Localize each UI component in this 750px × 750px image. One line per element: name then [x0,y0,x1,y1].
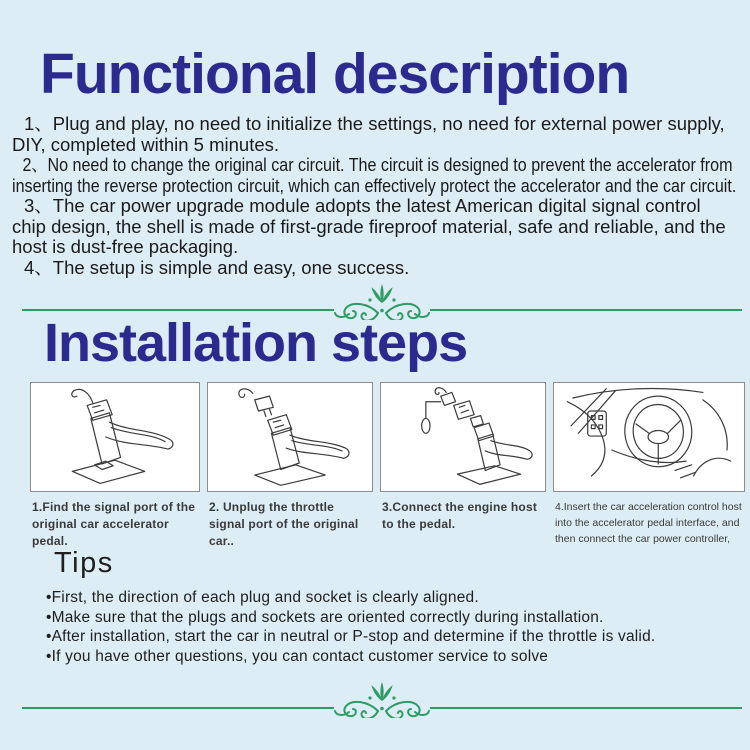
tip-item-3: •After installation, start the car in neutral or P-stop and determine if the throttle is valid. [46,628,656,645]
step-4-caption: 4.Insert the car acceleration control host into the accelerator pedal interface, and then connect the car power controller, [555,501,742,545]
divider-line-right [430,309,742,311]
step-3-figure [380,382,546,550]
tip-item-1: •First, the direction of each plug and socket is clearly aligned. [46,589,479,606]
flourish-ornament-icon [334,680,430,718]
installation-steps-gallery [30,382,745,550]
step-1-caption: 1.Find the signal port of the original car accelerator pedal. [32,500,196,548]
section-divider-bottom [22,682,742,718]
step-1-figure [30,382,200,550]
step-3-illustration-box [380,382,546,492]
functional-item-4: 4、The setup is simple and easy, one success. [24,256,410,278]
functional-item-2: 2、No need to change the original car circuit. The circuit is designed to prevent the accelerator from inserting the reverse protection circuit, which can effectively protect the accelerator and the car circuit. [12,154,737,196]
step-4-figure [553,382,745,550]
step-4-illustration-box [553,382,745,492]
pedal-signal-port-illustration [33,385,197,489]
step-1-illustration-box [30,382,200,492]
divider-line-right [430,707,742,709]
tip-item-4: •If you have other questions, you can contact customer service to solve [46,647,549,665]
functional-description-list [12,114,738,278]
tips-list [46,588,746,666]
functional-item-1: 1、Plug and play, no need to initialize the settings, no need for external power supply, DIY, completed within 5 minutes. [12,113,725,155]
installation-steps-title: Installation steps [44,313,468,373]
dashboard-steering-wheel-illustration [556,385,742,489]
tip-item-2: •Make sure that the plugs and sockets are oriented correctly during installation. [46,608,604,626]
pedal-with-host-illustration [383,385,543,489]
functional-description-title: Functional description [40,42,630,106]
divider-line-left [22,309,334,311]
step-2-caption: 2. Unplug the throttle signal port of the original car.. [209,500,359,548]
pedal-unplugged-illustration [210,385,370,489]
divider-line-left [22,707,334,709]
step-2-figure [207,382,373,550]
step-2-illustration-box [207,382,373,492]
step-3-caption: 3.Connect the engine host to the pedal. [382,500,538,531]
functional-item-3: 3、The car power upgrade module adopts the latest American digital signal control chip design, the shell is made of first-grade fireproof material, safe and reliable, and the host is dust-free packaging. [12,195,726,257]
tips-title: Tips [54,547,114,579]
